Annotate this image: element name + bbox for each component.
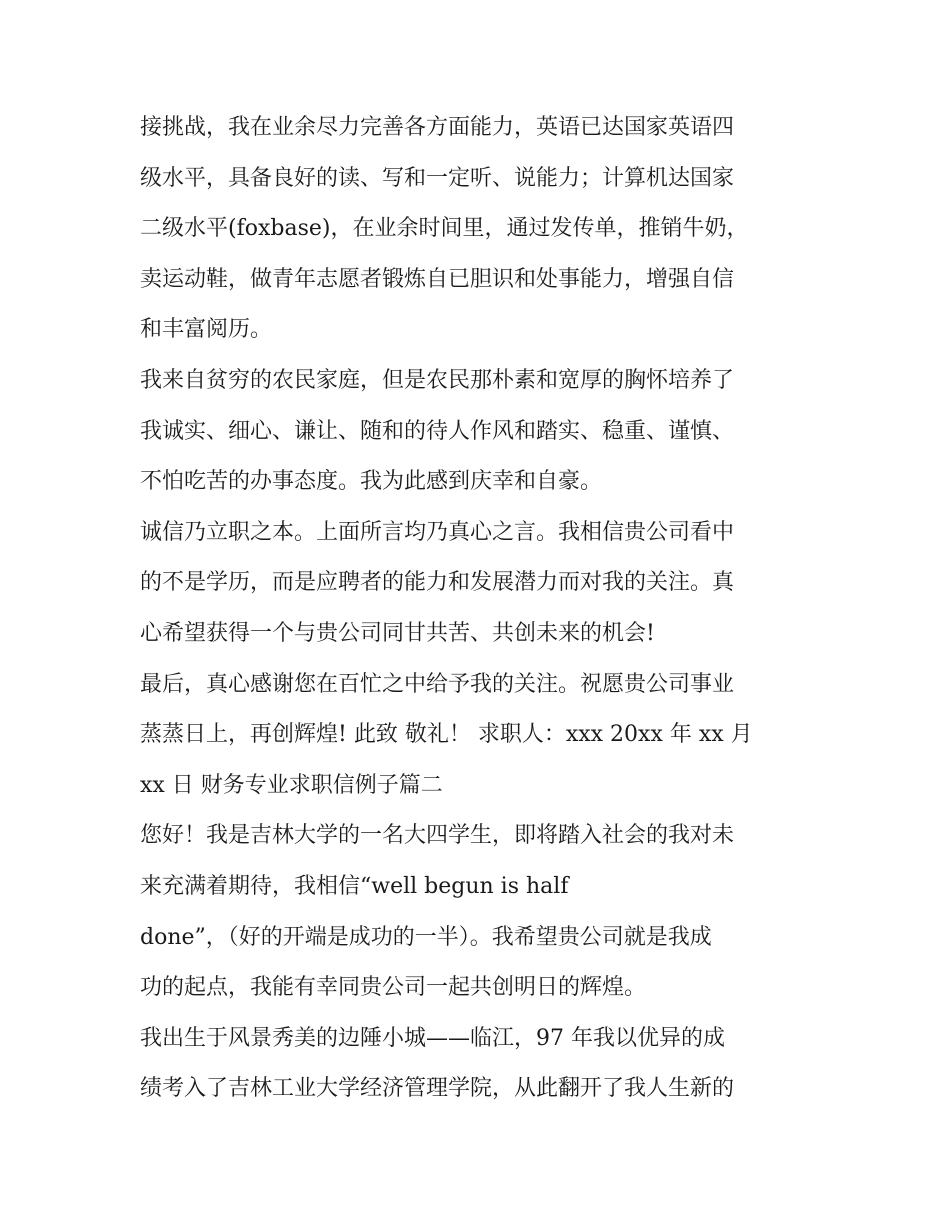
text-line: 和丰富阅历。	[140, 317, 273, 343]
text-line: 不怕吃苦的办事态度。我为此感到庆幸和自豪。	[140, 469, 603, 495]
text-line: 来充满着期待，我相信“well begun is half	[140, 873, 569, 899]
text-line: 心希望获得一个与贵公司同甘共苦、共创未来的机会!	[140, 620, 655, 646]
text-line: 的不是学历，而是应聘者的能力和发展潜力而对我的关注。真	[140, 570, 735, 596]
text-line: 您好！我是吉林大学的一名大四学生，即将踏入社会的我对未	[140, 823, 735, 849]
text-line: 级水平，具备良好的读、写和一定听、说能力；计算机达国家	[140, 165, 735, 191]
text-line: 最后，真心感谢您在百忙之中给予我的关注。祝愿贵公司事业	[140, 671, 735, 697]
text-line: 我来自贫穷的农民家庭，但是农民那朴素和宽厚的胸怀培养了	[140, 367, 735, 393]
text-line: 二级水平(foxbase)，在业余时间里，通过发传单，推销牛奶，	[140, 216, 749, 242]
text-line: 我出生于风景秀美的边陲小城——临江，97 年我以优异的成	[140, 1025, 725, 1051]
text-line: 功的起点，我能有幸同贵公司一起共创明日的辉煌。	[140, 975, 647, 1001]
text-line: 我诚实、细心、谦让、随和的待人作风和踏实、稳重、谨慎、	[140, 418, 735, 444]
body-text	[140, 103, 820, 1115]
text-line: 接挑战，我在业余尽力完善各方面能力，英语已达国家英语四	[140, 115, 735, 140]
text-line: xx 日 财务专业求职信例子篇二	[140, 772, 443, 798]
text-line: 卖运动鞋，做青年志愿者锻炼自已胆识和处事能力，增强自信	[140, 266, 735, 292]
text-line: done”，（好的开端是成功的一半）。我希望贵公司就是我成	[140, 924, 712, 950]
text-line: 蒸蒸日上，再创辉煌! 此致 敬礼！ 求职人：xxx 20xx 年 xx 月	[140, 722, 753, 748]
text-line: 诚信乃立职之本。上面所言均乃真心之言。我相信贵公司看中	[140, 519, 735, 545]
text-line: 绩考入了吉林工业大学经济管理学院，从此翻开了我人生新的	[140, 1076, 735, 1102]
